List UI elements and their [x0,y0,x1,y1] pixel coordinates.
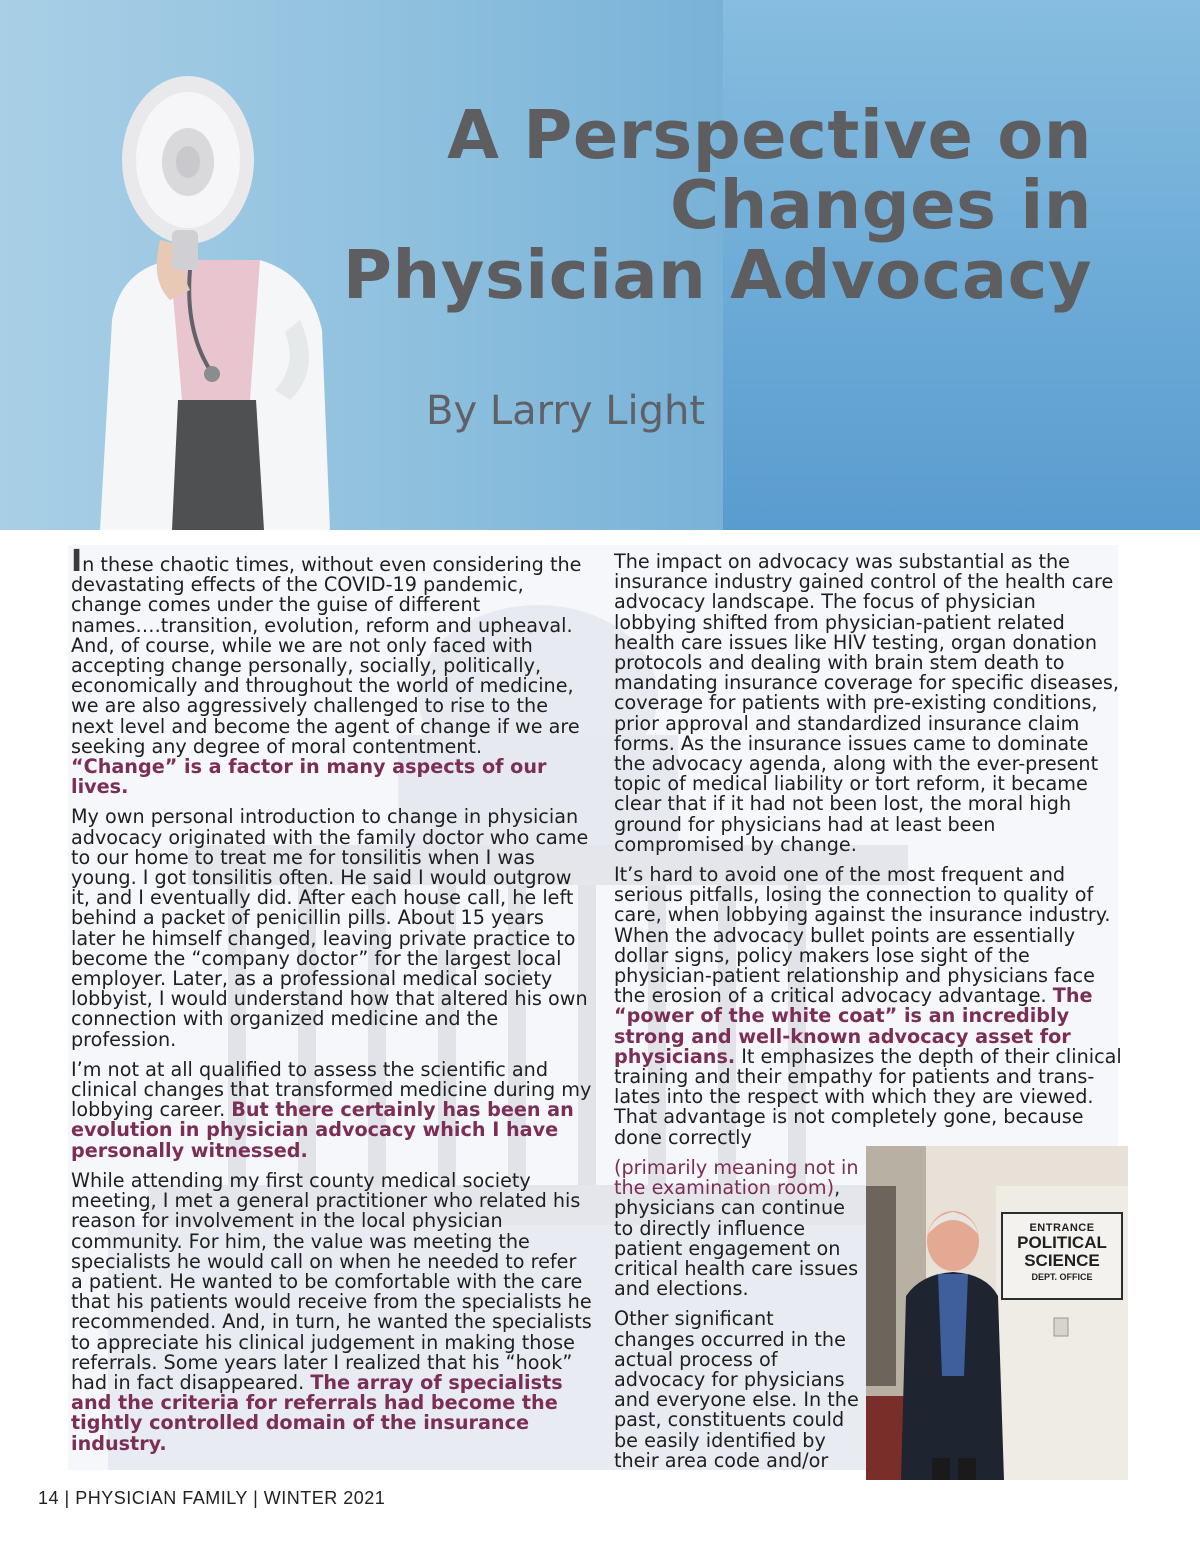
paragraph-5 [614,552,1124,855]
pull-highlight: The “power of the white coat” is an incredibly strong and well-known advocacy asset for physicians. [614,984,1093,1068]
pull-highlight: The array of specialists and the criteria for referrals had become the tightly controlled domain of the insurance industry. [71,1370,563,1455]
paragraph-6-text: It’s hard to avoid one of the most frequent and serious pitfalls, losing the connection to quality of care, when lobbying against the insurance industry. When the advocacy bullet points are essentially dollar signs, policy makers lose sight of the physician-patient relationship and physicians face the erosion of a critical advocacy advantage. [614,863,1111,1008]
paragraph-7-text: Other significant changes occurred in the actual process of advocacy for physicians and everyone else. In the past, constituents could be easily identified by their area code and/or [614,1307,859,1472]
paragraph-3 [71,1057,593,1162]
paragraph-1-text: n these chaotic times, without even considering the devastating effects of the COVID-19 pandemic, change comes under the guise of different names….transition, evolution, reform and upheaval. And, of course, while we are not only faced with accepting change personally, socially, politically, economically and throughout the world of medicine, we are also aggressively challenged to rise to the next level and become the agent of change if we are seeking any degree of moral contentment. [71,553,582,758]
author-photo [866,1146,1128,1480]
sign-line-1: ENTRANCE [1029,1222,1095,1234]
sign-line-2: POLITICAL [1017,1233,1107,1252]
hero-banner [0,0,1200,530]
pull-highlight: “Change” is a factor in many aspects of our lives. [71,755,547,799]
paragraph-2 [71,807,593,1049]
wrapped-text-beside-photo [614,1155,859,1472]
paragraph-6-continued [614,1155,859,1301]
paragraph-6-text-c: , physicians can continue to directly influence patient engagement on critical health care issues and elections. [614,1176,859,1301]
paragraph-3-text: I’m not at all qualified to assess the scientific and clinical changes that transformed medicine during my lobbying career. [71,1057,592,1122]
title-line-3: Physician Advocacy [342,236,1092,314]
paragraph-6 [614,865,1124,1148]
paragraph-2-text: My own personal introduction to change in physician advocacy originated with the family doctor who came to our home to treat me for tonsilitis when I was young. I got tonsilitis often. He said I would outgrow it, and I eventually did. After each house call, he left behind a packet of penicillin pills. About 15 years later he himself changed, leaving private practice to become the “company doctor” for the largest local employer. Later, as a professional medical society lobbyist, I would understand how that altered his own connection with organized medicine and the profession. [71,805,589,1051]
title-line-2: Changes in [669,166,1092,244]
byline: By Larry Light [426,388,706,434]
entrance-sign [1001,1212,1123,1300]
doctor-megaphone-illustration [60,70,350,530]
sign-line-4: DEPT. OFFICE [1031,1272,1093,1282]
page-footer: 14 | PHYSICIAN FAMILY | WINTER 2021 [38,1488,386,1508]
paragraph-4-text: While attending my first county medical society meeting, I met a general practitioner who related his reason for involvement in the local physician community. For him, the value was meeting the specialists he would call on when he needed to refer a patient. He wanted to be comfortable with the care that his patients would receive from the specialists he recommended. And, in turn, he wanted the specialists to appreciate his clinical judgement in making those referrals. Some years later I realized that his “hook” had in fact disappeared. [71,1168,592,1394]
paragraph-6-text-b: It emphasizes the depth of their clinical training and their empathy for patients and trans-lates into the respect with which they are viewed. That advantage is not completely gone, because done correctly [614,1044,1122,1149]
paragraph-1 [71,544,593,799]
sign-line-3: SCIENCE [1024,1251,1100,1270]
paragraph-5-text: The impact on advocacy was substantial as the insurance industry gained control of the health care advocacy landscape. The focus of physician lobbying shifted from physician-patient related health care issues like HIV testing, organ donation protocols and dealing with brain stem death to mandating insurance coverage for specific diseases, coverage for patients with pre-existing conditions, prior approval and standardized insurance claim forms. As the insurance issues came to dominate the advocacy agenda, along with the ever-present topic of medical liability or tort reform, it became clear that if it had not been lost, the moral high ground for physicians had at least been compromised by change. [614,550,1119,856]
drop-cap: I [71,544,83,579]
paragraph-7 [614,1309,859,1471]
author-photo-illustration [866,1146,1128,1480]
article-column-left [71,544,593,1464]
pull-highlight: But there certainly has been an evolution in physician advocacy which I have personally witnessed. [71,1098,574,1162]
title-line-1: A Perspective on [447,96,1092,174]
article-title [342,96,1092,314]
paragraph-4 [71,1168,593,1455]
aside-highlight: (primarily meaning not in the examination room) [614,1155,859,1200]
